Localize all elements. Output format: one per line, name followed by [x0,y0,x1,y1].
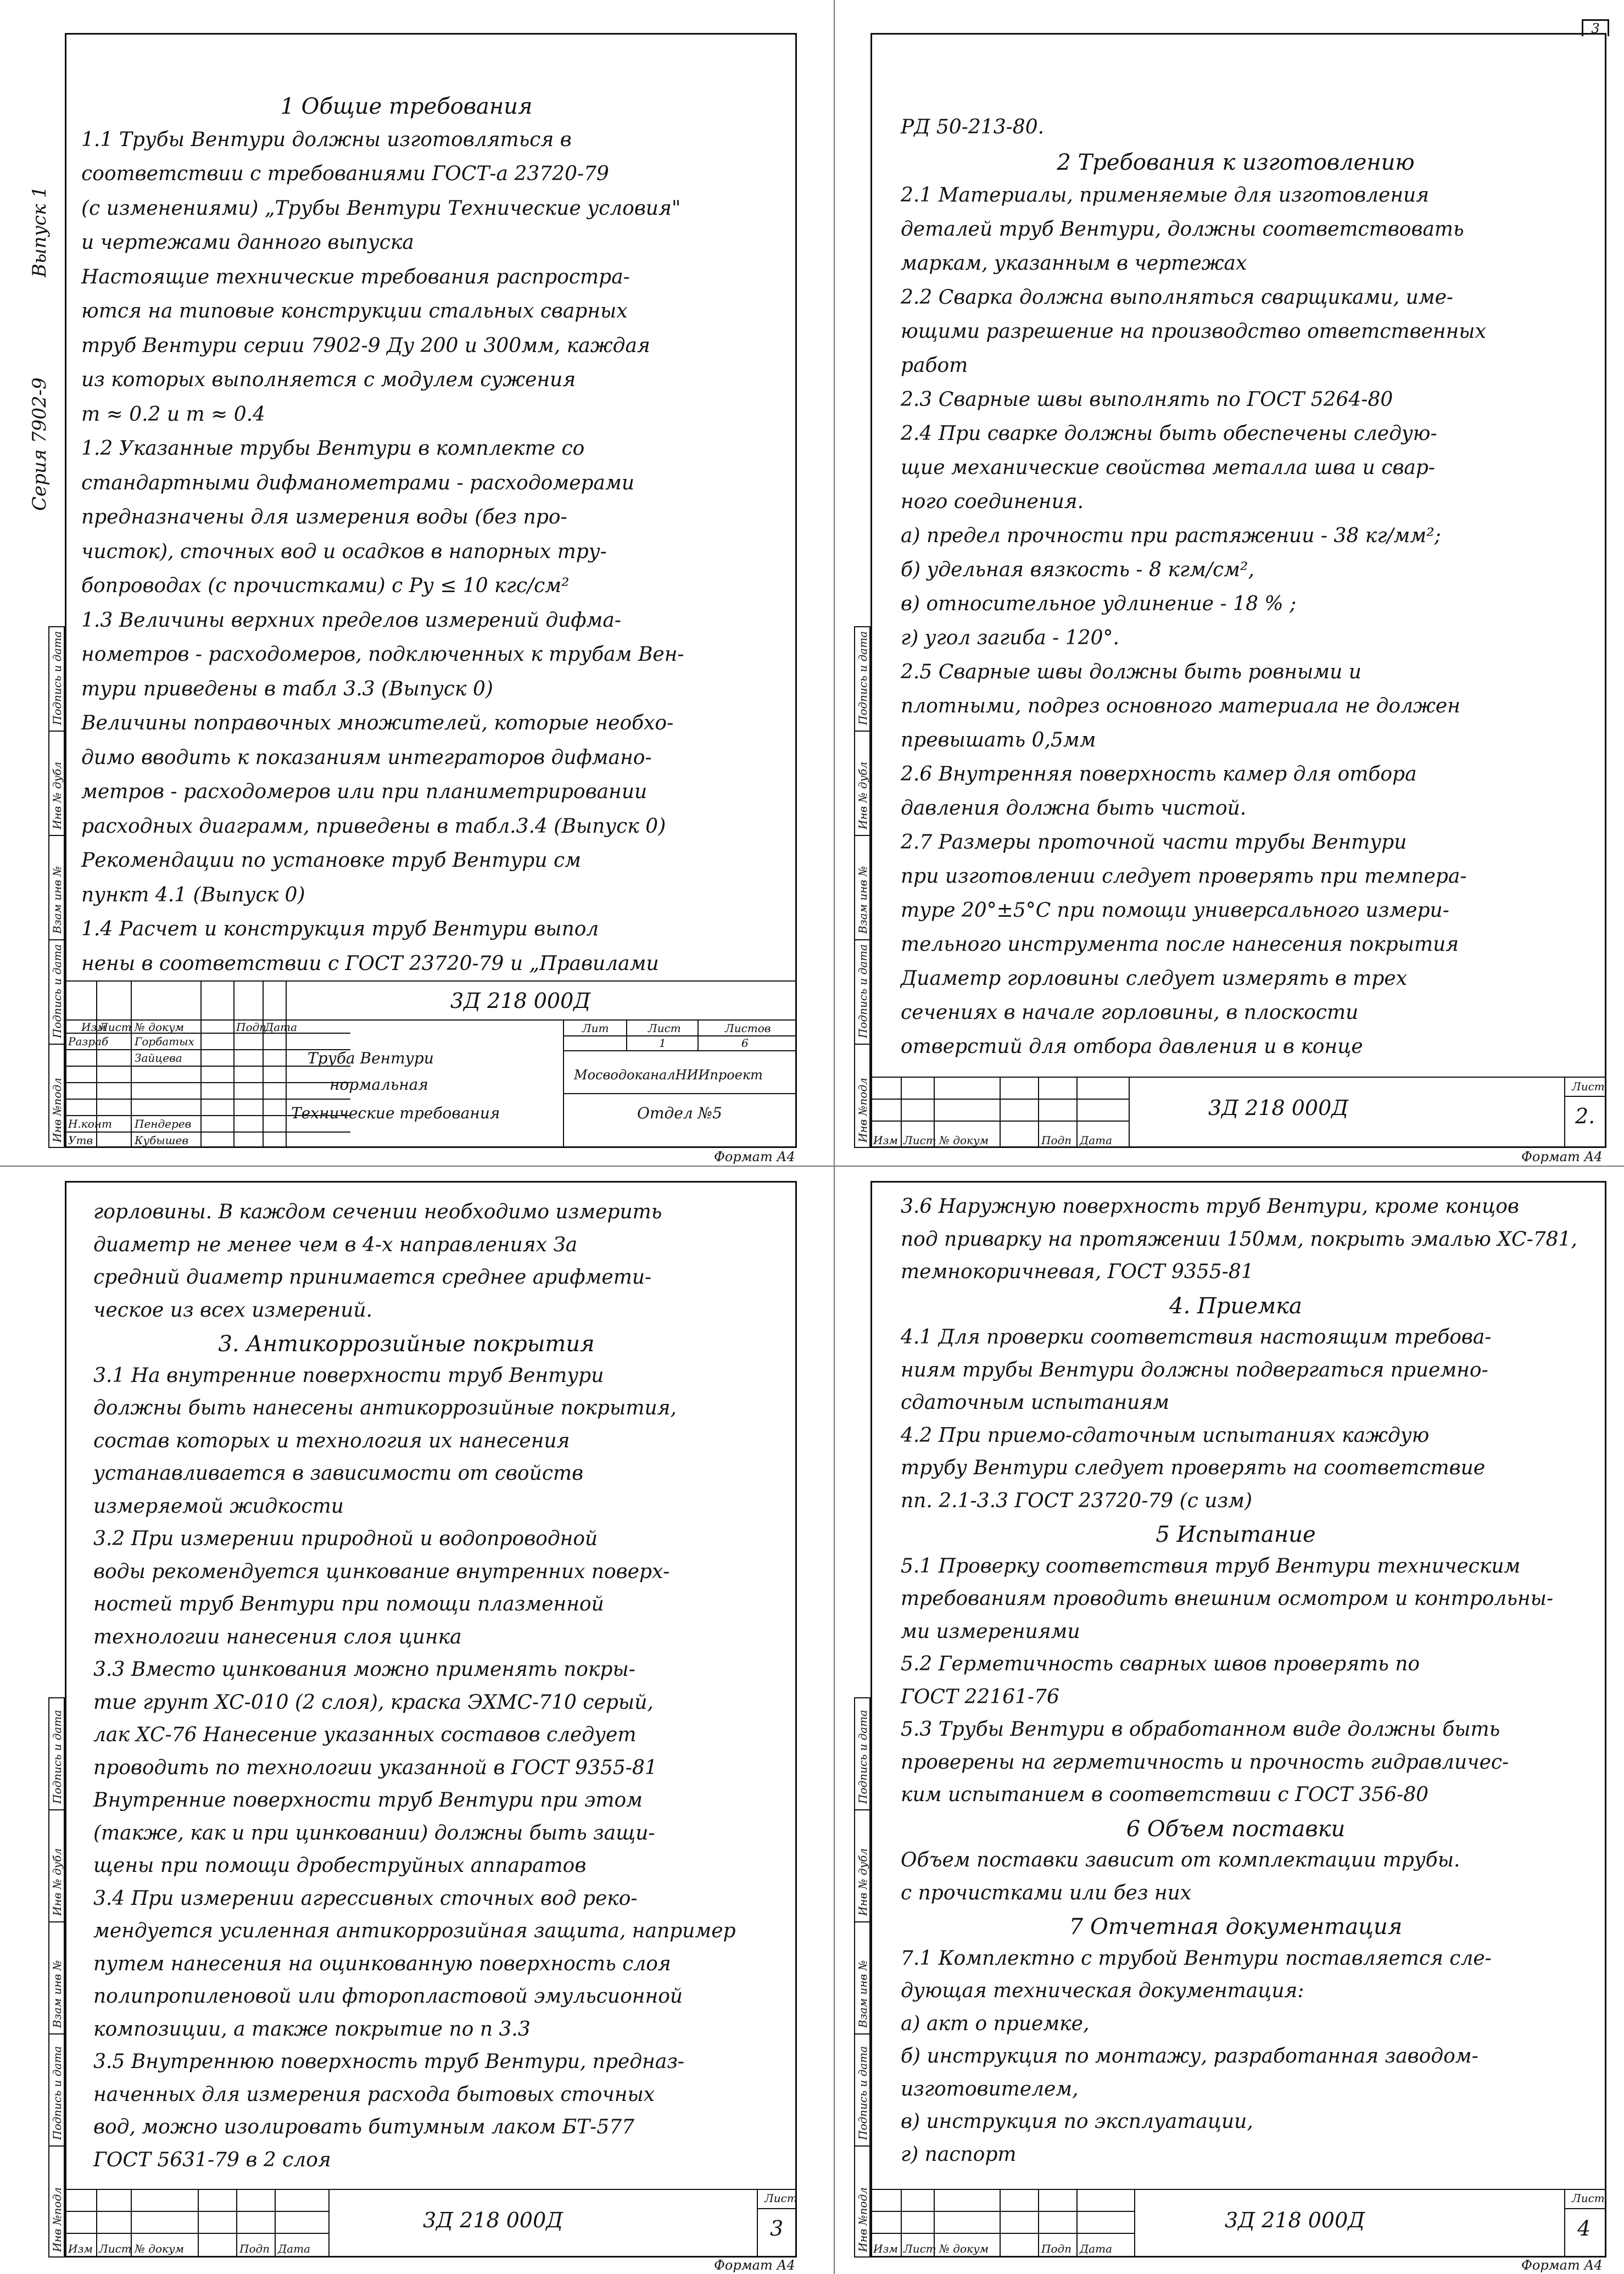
p4-text-line: проверены на герметичность и прочность гидравличес- [901,1751,1509,1774]
p4-tb-hdr-2: № докум [939,2242,989,2255]
p2-tb-hdr-1: Лист [903,1134,936,1147]
p3-text-line: ческое из всех измерений. [93,1298,373,1322]
p2-text-line: 2.4 При сварке должны быть обеспечены следую- [901,422,1437,445]
p2-text-line: тельного инструмента после нанесения покрытия [901,933,1459,956]
p2-text-line: плотными, подрез основного материала не должен [901,695,1460,717]
p3-text-line: воды рекомендуется цинкование внутренних поверх- [93,1560,670,1583]
p3-text-line: наченных для измерения расхода бытовых сточных [93,2083,655,2106]
p1-tb-name-2: Пендерев [135,1117,192,1130]
p3-text-line: устанавливается в зависимости от свойств [93,1462,584,1485]
p2-text-line: 2.7 Размеры проточной части трубы Вентури [901,831,1407,854]
p4-sheet-label: Лист [1572,2192,1605,2205]
p4-text-line: 7.1 Комплектно с трубой Вентури поставляется сле- [901,1947,1492,1970]
p3-text-line: Внутренние поверхности труб Вентури при этом [93,1789,643,1812]
p1-title-line-2: нормальная [330,1075,428,1094]
vertical-sheet-divider [834,0,835,2274]
p4-text-line: 6 Объем поставки [1126,1816,1346,1842]
p3-tb-hdr-0: Изм [68,2242,93,2255]
side-stamp-label: Инв №подл [51,1078,64,1142]
p4-text-line: ГОСТ 22161-76 [901,1685,1059,1708]
p1-text-line: труб Вентури серии 7902-9 Ду 200 и 300мм, каждая [81,334,650,357]
p3-sheet-number: 3 [770,2216,784,2240]
side-stamp-label: Подпись и дата [856,944,869,1038]
p4-sheet-number: 4 [1577,2216,1591,2240]
p2-text-line: г) угол загиба - 120°. [901,627,1119,649]
p3-text-line: проводить по технологии указанной в ГОСТ 9355-81 [93,1756,657,1779]
p1-text-line: димо вводить к показаниям интеграторов дифмано- [81,746,652,769]
side-stamp-label: Инв № дубл [856,761,869,829]
p4-text-line: а) акт о приемке, [901,2012,1090,2035]
p2-text-line: щие механические свойства металла шва и свар- [901,456,1436,479]
p1-text-line: метров - расходомеров или при планиметрировании [81,781,648,803]
p3-tb-hdr-1: Лист [99,2242,132,2255]
p2-text-line: при изготовлении следует проверять при темпера- [901,865,1467,888]
p3-text-line: щены при помощи дробеструйных аппаратов [93,1854,587,1877]
p1-tb-role-0: Разраб [68,1035,109,1048]
p2-format: Формат А4 [1521,1149,1603,1164]
p1-text-line: пункт 4.1 (Выпуск 0) [81,883,305,906]
p2-text-line: а) предел прочности при растяжении - 38 кг/мм²; [901,525,1441,547]
p1-text-line: Рекомендации по установке труб Вентури см [81,849,581,872]
p2-text-line: 2.5 Сварные швы должны быть ровными и [901,661,1361,683]
p1-text-line: ются на типовые конструкции стальных сварных [81,300,628,322]
p4-text-line: трубу Вентури следует проверять на соответствие [901,1457,1486,1479]
p2-text-line: маркам, указанным в чертежах [901,252,1247,275]
side-stamp-label: Взам инв № [51,1960,64,2028]
side-stamp-label: Инв № дубл [51,1848,64,1916]
p1-text-line: 1.4 Расчет и конструкция труб Вентури выпол [81,918,599,940]
p3-text-line: полипропиленовой или фторопластовой эмульсионной [93,1985,683,2008]
side-stamp-label: Подпись и дата [856,1709,869,1804]
p1-lit-hdr-0: Лит [582,1022,609,1035]
p3-tb-hdr-3: Подп [239,2242,270,2255]
p4-text-line: 5.2 Герметичность сварных швов проверять по [901,1653,1420,1675]
p3-text-line: лак ХС-76 Нанесение указанных составов следует [93,1724,637,1746]
p4-text-line: ниям трубы Вентури должны подвергаться приемно- [901,1358,1488,1381]
p2-tb-hdr-4: Дата [1080,1134,1113,1147]
p1-org: МосводоканалНИИпроект [574,1067,763,1083]
p3-text-line: состав которых и технология их нанесения [93,1429,570,1452]
horizontal-sheet-divider [0,1166,1624,1167]
p2-text-line: превышать 0,5мм [901,729,1096,751]
p3-designation: 3Д 218 000Д [423,2208,563,2232]
p4-text-line: Объем поставки зависит от комплектации трубы. [901,1849,1460,1871]
p2-designation: 3Д 218 000Д [1208,1096,1349,1120]
p1-tb-hdr-4: Дата [265,1021,298,1034]
p2-tb-hdr-2: № докум [939,1134,989,1147]
p2-text-line: работ [901,354,968,377]
side-stamp-label: Взам инв № [856,866,869,934]
p2-text-line: 2.3 Сварные швы выполнять по ГОСТ 5264-80 [901,388,1393,411]
p4-text-line: с прочистками или без них [901,1881,1192,1904]
p2-text-line: ного соединения. [901,491,1084,513]
side-stamp-label: Подпись и дата [51,944,64,1038]
p1-text-line: нометров - расходомеров, подключенных к трубам Вен- [81,643,684,666]
p1-lit-hdr-2: Листов [725,1022,771,1035]
p3-text-line: 3.3 Вместо цинкования можно применять покры- [93,1658,635,1681]
p1-tb-role-2: Н.конт [68,1117,112,1130]
side-stamp-label: Взам инв № [51,866,64,934]
p4-text-line: б) инструкция по монтажу, разработанная заводом- [901,2045,1478,2067]
p3-text-line: мендуется усиленная антикоррозийная защита, например [93,1920,736,1942]
p1-text-line: 1 Общие требования [280,94,533,119]
p2-text-line: РД 50-213-80. [901,116,1045,138]
p3-text-line: измеряемой жидкости [93,1495,344,1518]
p4-text-line: 5.3 Трубы Вентури в обработанном виде должны быть [901,1718,1500,1741]
p4-tb-hdr-3: Подп [1041,2242,1072,2255]
p3-text-line: ГОСТ 5631-79 в 2 слоя [93,2148,331,2171]
p4-text-line: темнокоричневая, ГОСТ 9355-81 [901,1261,1254,1283]
p1-tb-hdr-2: № докум [135,1021,185,1034]
p2-text-line: 2.2 Сварка должна выполняться сварщиками, име- [901,286,1454,309]
p4-text-line: изготовителем, [901,2077,1079,2100]
p4-text-line: дующая техническая документация: [901,1980,1304,2002]
p1-text-line: соответствии с требованиями ГОСТ-а 23720-79 [81,163,609,185]
p4-designation: 3Д 218 000Д [1225,2208,1365,2232]
p2-sheet-label: Лист [1572,1080,1605,1093]
p4-text-line: ми измерениями [901,1620,1080,1643]
p1-text-line: (с изменениями) „Трубы Вентури Технические условия" [81,197,681,220]
p3-format: Формат А4 [714,2258,795,2273]
p2-text-line: отверстий для отбора давления и в конце [901,1035,1363,1058]
side-stamp-label: Инв №подл [51,2187,64,2252]
p1-tb-role-3: Утв [68,1134,93,1147]
p3-text-line: диаметр не менее чем в 4-х направлениях За [93,1233,578,1256]
p1-tb-name-3: Кубышев [135,1134,188,1147]
p3-text-line: горловины. В каждом сечении необходимо измерить [93,1201,662,1223]
p4-tb-hdr-0: Изм [873,2242,898,2255]
p1-text-line: 1.2 Указанные трубы Вентури в комплекте со [81,437,585,460]
p1-title-line-3: Технические требования [291,1104,500,1122]
p1-title-line-1: Труба Вентури [308,1049,434,1067]
p1-lit-hdr-1: Лист [648,1022,681,1035]
p3-text-line: 3. Антикоррозийные покрытия [218,1331,595,1357]
p1-tb-name-0: Горбатых [135,1035,194,1048]
p2-text-line: Диаметр горловины следует измерять в трех [901,967,1408,990]
p1-tb-hdr-1: Лист [99,1021,132,1034]
p1-text-line: и чертежами данного выпуска [81,231,414,254]
p1-tb-hdr-0: Изм [81,1021,106,1034]
p1-text-line: из которых выполняется с модулем сужения [81,369,576,391]
p4-format: Формат А4 [1521,2258,1603,2273]
p1-text-line: расходных диаграмм, приведены в табл.3.4 (Выпуск 0) [81,815,666,838]
p4-tb-hdr-1: Лист [903,2242,936,2255]
side-stamp-label: Инв № дубл [51,761,64,829]
p3-text-line: технологии нанесения слоя цинка [93,1625,462,1648]
p1-text-line: 1.1 Трубы Вентури должны изготовляться в [81,128,572,151]
p2-text-line: ющими разрешение на производство ответственных [901,320,1486,343]
p1-format: Формат А4 [714,1149,795,1164]
side-stamp-label: Подпись и дата [856,2046,869,2140]
side-stamp-label: Инв №подл [856,2187,869,2252]
p3-text-line: вод, можно изолировать битумным лаком БТ-577 [93,2116,635,2138]
p1-text-line: 1.3 Величины верхних пределов измерений дифма- [81,609,622,632]
p2-text-line: сечениях в начале горловины, в плоскости [901,1001,1359,1024]
p1-text-line: тури приведены в табл 3.3 (Выпуск 0) [81,677,493,700]
p3-text-line: композиции, а также покрытие по п 3.3 [93,2017,531,2041]
p3-text-line: средний диаметр принимается среднее арифмети- [93,1266,652,1289]
p3-text-line: путем нанесения на оцинкованную поверхность слоя [93,1952,671,1975]
p4-text-line: 5.1 Проверку соответствия труб Вентури техническим [901,1554,1521,1578]
side-stamp-label: Взам инв № [856,1960,869,2028]
p2-text-line: б) удельная вязкость - 8 кгм/см², [901,559,1254,581]
p2-tb-hdr-3: Подп [1041,1134,1072,1147]
p3-text-line: 3.4 При измерении агрессивных сточных вод реко- [93,1887,638,1910]
p1-text-line: нены в соответствии с ГОСТ 23720-79 и „Правилами [81,952,659,975]
side-stamp-label: Подпись и дата [51,1709,64,1804]
p1-text-line: бопроводах (с прочистками) с Ру ≤ 10 кгс/см² [81,575,570,597]
p3-text-line: ностей труб Вентури при помощи плазменной [93,1593,604,1615]
p3-text-line: (также, как и при цинковании) должны быть защи- [93,1821,655,1844]
seria-label: Серия 7902-9 [29,377,51,511]
p4-text-line: в) инструкция по эксплуатации, [901,2110,1253,2133]
p2-text-line: туре 20°±5°С при помощи универсального измери- [901,899,1449,922]
p1-tb-name-1: Зайцева [135,1051,182,1064]
p2-text-line: в) относительное удлинение - 18 % ; [901,593,1297,615]
p4-text-line: требованиям проводить внешним осмотром и контрольны- [901,1587,1554,1610]
p1-text-line: Настоящие технические требования распростра- [81,265,630,288]
p2-tb-hdr-0: Изм [873,1134,898,1147]
p1-lit-val-1: 1 [659,1036,666,1050]
vypusk-label: Выпуск 1 [29,186,51,277]
p4-text-line: г) паспорт [901,2143,1017,2166]
corner-page-number: 3 [1591,21,1600,36]
p4-text-line: 5 Испытание [1156,1522,1316,1547]
p4-text-line: 7 Отчетная документация [1069,1914,1403,1939]
side-stamp-label: Инв № дубл [856,1848,869,1916]
p2-text-line: 2 Требования к изготовлению [1057,150,1415,175]
p4-text-line: 3.6 Наружную поверхность труб Вентури, кроме концов [901,1195,1519,1218]
p1-lit-val-2: 6 [741,1036,749,1050]
p3-sheet-label: Лист [764,2192,797,2205]
p1-tb-hdr-3: Подп [236,1021,267,1034]
p2-text-line: 2.6 Внутренняя поверхность камер для отбора [901,763,1417,785]
p1-text-line: m ≈ 0.2 и m ≈ 0.4 [81,403,265,426]
p3-text-line: тие грунт ХС-010 (2 слоя), краска ЭХМС-710 серый, [93,1691,654,1714]
p1-dept: Отдел №5 [637,1104,722,1122]
p4-text-line: пп. 2.1-3.3 ГОСТ 23720-79 (с изм) [901,1489,1253,1512]
p1-text-line: стандартными дифманометрами - расходомерами [81,471,635,494]
p2-sheet-number: 2. [1575,1104,1595,1128]
p4-text-line: сдаточным испытаниям [901,1391,1170,1414]
p4-text-line: под приварку на протяжении 150мм, покрыть эмалью ХС-781, [901,1228,1577,1251]
p4-text-line: ким испытанием в соответствии с ГОСТ 356-80 [901,1783,1429,1806]
p1-text-line: Величины поправочных множителей, которые необхо- [81,712,674,734]
p4-tb-hdr-4: Дата [1080,2242,1113,2255]
p3-text-line: 3.1 На внутренние поверхности труб Вентури [93,1364,604,1387]
p1-text-line: предназначены для измерения воды (без про- [81,506,567,528]
p4-text-line: 4.1 Для проверки соответствия настоящим требова- [901,1326,1492,1348]
p4-text-line: 4.2 При приемо-сдаточным испытаниях каждую [901,1424,1430,1447]
p3-tb-hdr-2: № докум [135,2242,185,2255]
corner-page-box [1582,19,1609,36]
p1-designation: 3Д 218 000Д [450,989,591,1013]
p3-tb-hdr-4: Дата [278,2242,311,2255]
side-stamp-label: Подпись и дата [51,2046,64,2140]
side-stamp-label: Инв №подл [856,1078,869,1142]
side-stamp-label: Подпись и дата [51,631,64,725]
p2-text-line: деталей труб Вентури, должны соответствовать [901,218,1464,241]
side-stamp-label: Подпись и дата [856,631,869,725]
p2-text-line: давления должна быть чистой. [901,797,1247,820]
p3-text-line: 3.5 Внутреннюю поверхность труб Вентури, предназ- [93,2050,685,2073]
p2-text-line: 2.1 Материалы, применяемые для изготовления [901,184,1430,207]
p1-text-line: чисток), сточных вод и осадков в напорных тру- [81,540,607,563]
p3-text-line: должны быть нанесены антикоррозийные покрытия, [93,1397,677,1419]
p4-text-line: 4. Приемка [1169,1293,1302,1319]
p3-text-line: 3.2 При измерении природной и водопроводной [93,1528,598,1550]
